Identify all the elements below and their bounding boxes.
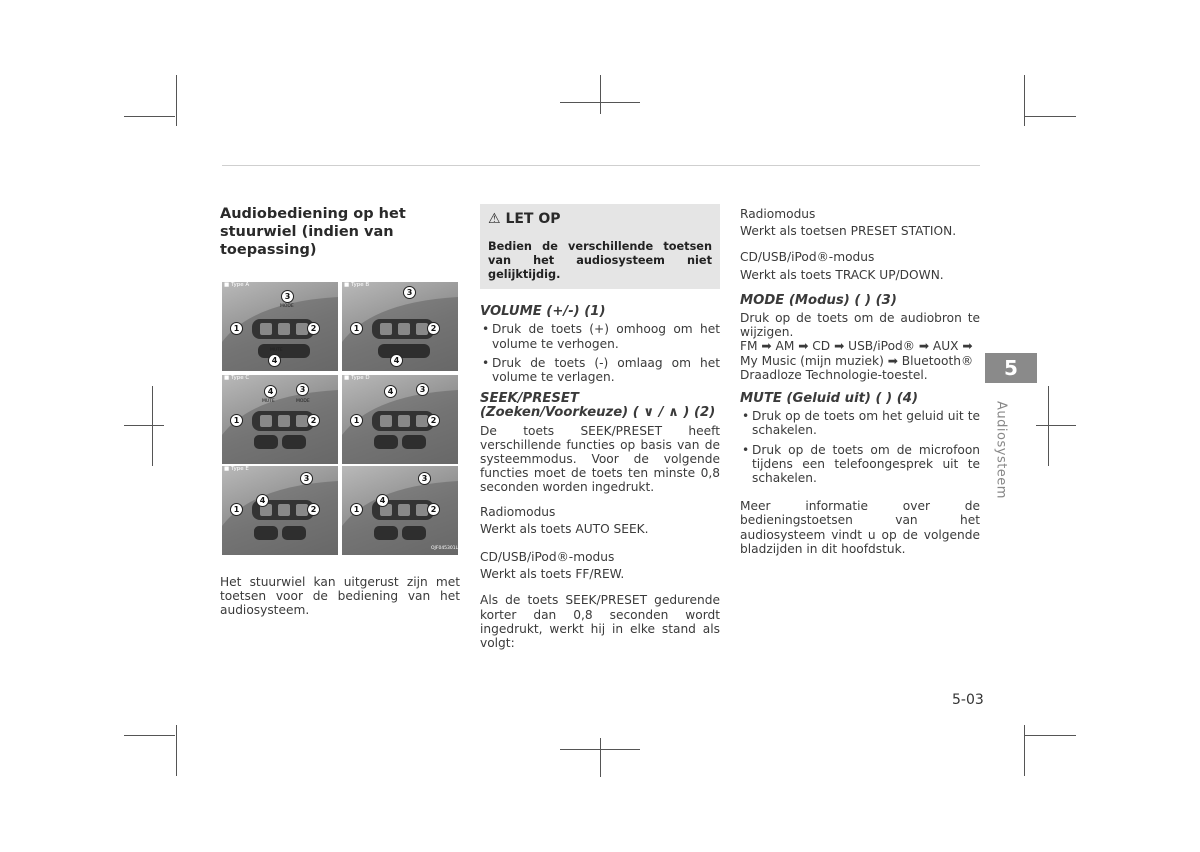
chapter-label-text: Audiosysteem [993, 401, 1009, 499]
callout-badge: 1 [350, 503, 363, 516]
callout-badge: 1 [230, 503, 243, 516]
callout-badge: 4 [264, 385, 277, 398]
panel-type-a [222, 282, 338, 371]
caution-box [480, 204, 720, 289]
callout-badge: 1 [350, 322, 363, 335]
radio-mode-text: Werkt als toets AUTO SEEK. [480, 521, 649, 536]
page-number: 5-03 [952, 692, 984, 708]
intro-paragraph: Het stuurwiel kan uitgerust zijn met toetsen voor de bediening van het audiosysteem. [220, 575, 460, 618]
cd-mode-text: Werkt als toets TRACK UP/DOWN. [740, 267, 944, 282]
callout-badge: 4 [384, 385, 397, 398]
type-label: ■ Type A [224, 282, 250, 288]
type-label: ■ Type B [344, 282, 370, 288]
callout-badge: 1 [230, 322, 243, 335]
type-label: ■ Type C [224, 375, 250, 381]
callout-badge: 3 [281, 290, 294, 303]
panel-type-c [222, 375, 338, 464]
short-press-paragraph: Als de toets SEEK/PRESET gedurende korter dan 0,8 seconden wordt ingedrukt, werkt hij in elke stand als volgt: [480, 593, 720, 651]
chapter-label [991, 400, 1011, 500]
mode-sequence: FM ➡ AM ➡ CD ➡ USB/iPod® ➡ AUX ➡ My Music (mijn muziek) ➡ Bluetooth® Draadloze Technologie-toestel. [740, 339, 974, 382]
caution-text: Bedien de verschillende toetsen van het audiosysteem niet gelijktijdig. [488, 240, 712, 282]
mute-mini-label: MUTE [262, 399, 275, 404]
mute-list [740, 409, 980, 485]
mute-mini-label: MUTE [270, 348, 283, 353]
figure-code: OJF045301L [431, 546, 458, 551]
callout-badge: 2 [427, 322, 440, 335]
callout-badge: 1 [230, 414, 243, 427]
list-item: • Druk op de toets om het geluid uit te schakelen. [740, 409, 980, 437]
callout-badge: 2 [427, 503, 440, 516]
type-label: ■ Type E [224, 466, 249, 472]
column-1 [220, 205, 460, 259]
seek-paragraph: De toets SEEK/PRESET heeft verschillende functies op basis van de systeemmodus. Voor de volgende functies moet de toets ten minste 0,8 seconden worden ingedrukt. [480, 423, 720, 495]
mode-mini-label: MODE [280, 304, 294, 309]
mode-heading: MODE (Modus) ( ) (3) [740, 292, 897, 308]
callout-badge: 4 [268, 354, 281, 367]
cd-mode-text: Werkt als toets FF/REW. [480, 567, 625, 582]
steering-wheel-figure [222, 282, 458, 557]
header-rule [222, 165, 980, 166]
seek-heading: SEEK/PRESET (Zoeken/Voorkeuze) ( ∨ / ∧ ) (2) [480, 391, 716, 421]
callout-badge: 3 [418, 472, 431, 485]
callout-badge: 4 [256, 494, 269, 507]
cd-mode-label: CD/USB/iPod®-modus [480, 550, 615, 565]
volume-list [480, 322, 720, 384]
chapter-tab: 5 [985, 353, 1037, 383]
radio-mode-label: Radiomodus [480, 504, 556, 519]
mode-mini-label: MODE [296, 399, 310, 404]
mode-paragraph: Druk op de toets om de audiobron te wijzigen. [740, 311, 980, 340]
callout-badge: 2 [427, 414, 440, 427]
callout-badge: 2 [307, 503, 320, 516]
panel-type-e [222, 466, 338, 555]
list-item: • Druk de toets (-) omlaag om het volume te verlagen. [480, 356, 720, 384]
callout-badge: 2 [307, 414, 320, 427]
caution-title: LET OP [505, 211, 561, 227]
panel-type-f [342, 466, 458, 555]
callout-badge: 3 [300, 472, 313, 485]
callout-badge: 4 [390, 354, 403, 367]
callout-badge: 3 [416, 383, 429, 396]
callout-badge: 3 [403, 286, 416, 299]
column-3 [740, 207, 980, 566]
callout-badge: 1 [350, 414, 363, 427]
callout-badge: 3 [296, 383, 309, 396]
list-item: • Druk op de toets om de microfoon tijdens een telefoongesprek uit te schakelen. [740, 443, 980, 486]
type-label: ■ Type D [344, 375, 370, 381]
mute-heading: MUTE (Geluid uit) ( ) (4) [740, 391, 918, 407]
caution-header [488, 212, 712, 226]
callout-badge: 2 [307, 322, 320, 335]
panel-type-b [342, 282, 458, 371]
section-title: Audiobediening op het stuurwiel (indien van toepassing) [220, 206, 406, 258]
list-item: • Druk de toets (+) omhoog om het volume te verhogen. [480, 322, 720, 350]
volume-heading: VOLUME (+/-) (1) [480, 304, 606, 320]
column-1-body [220, 575, 460, 628]
radio-mode-text: Werkt als toetsen PRESET STATION. [740, 224, 957, 239]
warning-icon: ⚠ [488, 211, 501, 227]
column-2 [480, 204, 720, 660]
more-info-paragraph: Meer informatie over de bedieningstoetsen van het audiosysteem vindt u op de volgende bladzijden in dit hoofdstuk. [740, 499, 980, 556]
panel-type-d [342, 375, 458, 464]
radio-mode-label: Radiomodus [740, 207, 816, 221]
callout-badge: 4 [376, 494, 389, 507]
cd-mode-label: CD/USB/iPod®-modus [740, 250, 875, 265]
